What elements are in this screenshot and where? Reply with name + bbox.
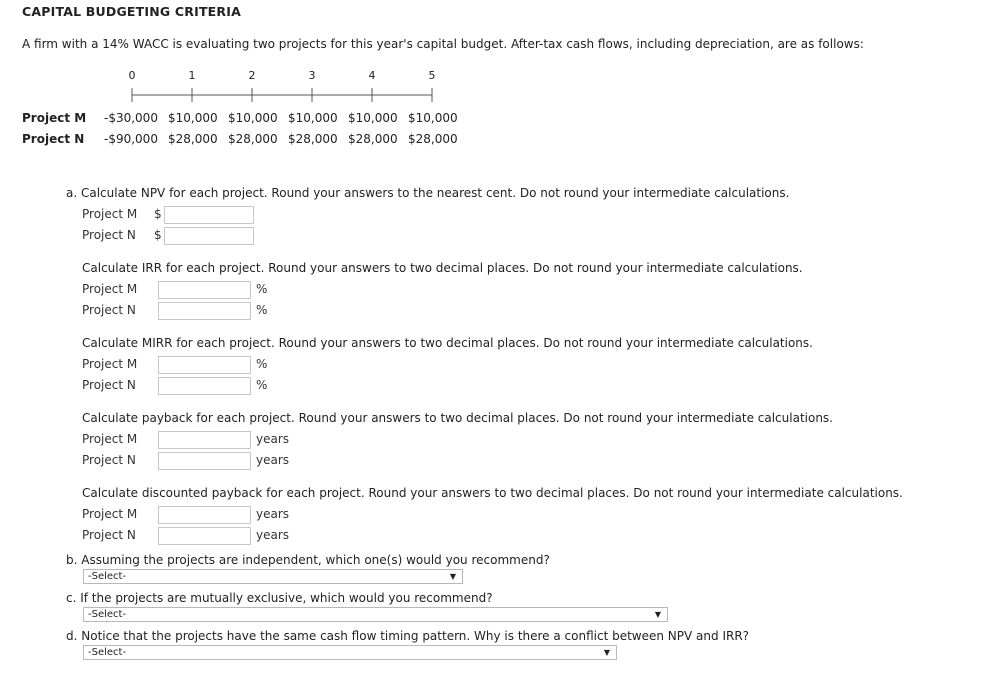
npv-project-n-input[interactable]: [164, 227, 254, 245]
irr-project-n-label: Project N: [82, 303, 136, 317]
discounted-payback-project-n-label: Project N: [82, 528, 136, 542]
part-c-question: c. If the projects are mutually exclusive, which would you recommend?: [66, 591, 493, 605]
payback-unit-m: years: [256, 432, 290, 446]
irr-unit-n: %: [256, 303, 268, 317]
payback-question: Calculate payback for each project. Round your answers to two decimal places. Do not round your intermediate calculations.: [82, 411, 833, 425]
part-d-question: d. Notice that the projects have the same cash flow timing pattern. Why is there a conflict between NPV and IRR?: [66, 629, 750, 643]
project-n-label: Project N: [22, 132, 85, 146]
mirr-project-m-label: Project M: [82, 357, 138, 371]
irr-project-n-input[interactable]: [158, 302, 251, 320]
npv-project-m-label: Project M: [82, 207, 138, 221]
npv-project-n-label: Project N: [82, 228, 136, 242]
project-n-flow-1: $28,000: [168, 132, 218, 146]
irr-project-m-label: Project M: [82, 282, 138, 296]
payback-project-n-input[interactable]: [158, 452, 251, 470]
discounted-payback-project-m-input[interactable]: [158, 506, 251, 524]
part-d-selected-value: -Select-: [88, 647, 127, 658]
project-n-flow-4: $28,000: [348, 132, 398, 146]
project-m-flow-5: $10,000: [408, 111, 458, 125]
timeline-tick-0: 0: [128, 69, 136, 82]
mirr-unit-m: %: [256, 357, 268, 371]
discounted-payback-project-m-label: Project M: [82, 507, 138, 521]
part-b-selected-value: -Select-: [88, 571, 127, 582]
discounted-payback-question: Calculate discounted payback for each project. Round your answers to two decimal places. Do not round your intermediate calculations.: [82, 486, 903, 500]
part-d-dropdown[interactable]: [83, 645, 617, 660]
timeline-tick-3: 3: [308, 69, 316, 82]
intro-text: A firm with a 14% WACC is evaluating two projects for this year's capital budget. After-tax cash flows, including depreciation, are as follows:: [22, 37, 864, 51]
npv-currency-m: $: [154, 207, 162, 221]
project-m-flow-3: $10,000: [288, 111, 338, 125]
project-m-flow-1: $10,000: [168, 111, 218, 125]
npv-currency-n: $: [154, 228, 162, 242]
project-n-flow-3: $28,000: [288, 132, 338, 146]
part-b-dropdown[interactable]: [83, 569, 463, 584]
project-m-flow-4: $10,000: [348, 111, 398, 125]
mirr-project-n-label: Project N: [82, 378, 136, 392]
project-n-flow-2: $28,000: [228, 132, 278, 146]
payback-project-n-label: Project N: [82, 453, 136, 467]
chevron-down-icon: ▼: [603, 648, 610, 657]
part-c-selected-value: -Select-: [88, 609, 127, 620]
part-c-dropdown[interactable]: [83, 607, 668, 622]
timeline-tick-1: 1: [188, 69, 196, 82]
discounted-payback-unit-n: years: [256, 528, 290, 542]
project-m-label: Project M: [22, 111, 87, 125]
page-title: CAPITAL BUDGETING CRITERIA: [22, 4, 241, 19]
chevron-down-icon: ▼: [654, 610, 661, 619]
payback-project-m-label: Project M: [82, 432, 138, 446]
npv-question: a. Calculate NPV for each project. Round your answers to the nearest cent. Do not round your intermediate calculations.: [66, 186, 790, 200]
mirr-question: Calculate MIRR for each project. Round your answers to two decimal places. Do not round your intermediate calculations.: [82, 336, 813, 350]
irr-question: Calculate IRR for each project. Round your answers to two decimal places. Do not round your intermediate calculations.: [82, 261, 803, 275]
mirr-unit-n: %: [256, 378, 268, 392]
payback-unit-n: years: [256, 453, 290, 467]
irr-unit-m: %: [256, 282, 268, 296]
timeline-tick-5: 5: [428, 69, 436, 82]
npv-project-m-input[interactable]: [164, 206, 254, 224]
project-m-flow-2: $10,000: [228, 111, 278, 125]
timeline-tick-4: 4: [368, 69, 376, 82]
project-n-flow-0: -$90,000: [104, 132, 158, 146]
project-n-flow-5: $28,000: [408, 132, 458, 146]
part-b-question: b. Assuming the projects are independent, which one(s) would you recommend?: [66, 553, 550, 567]
timeline-tick-2: 2: [248, 69, 256, 82]
project-m-flow-0: -$30,000: [104, 111, 158, 125]
chevron-down-icon: ▼: [449, 572, 456, 581]
discounted-payback-project-n-input[interactable]: [158, 527, 251, 545]
mirr-project-n-input[interactable]: [158, 377, 251, 395]
discounted-payback-unit-m: years: [256, 507, 290, 521]
mirr-project-m-input[interactable]: [158, 356, 251, 374]
timeline-axis: [125, 86, 445, 104]
irr-project-m-input[interactable]: [158, 281, 251, 299]
payback-project-m-input[interactable]: [158, 431, 251, 449]
